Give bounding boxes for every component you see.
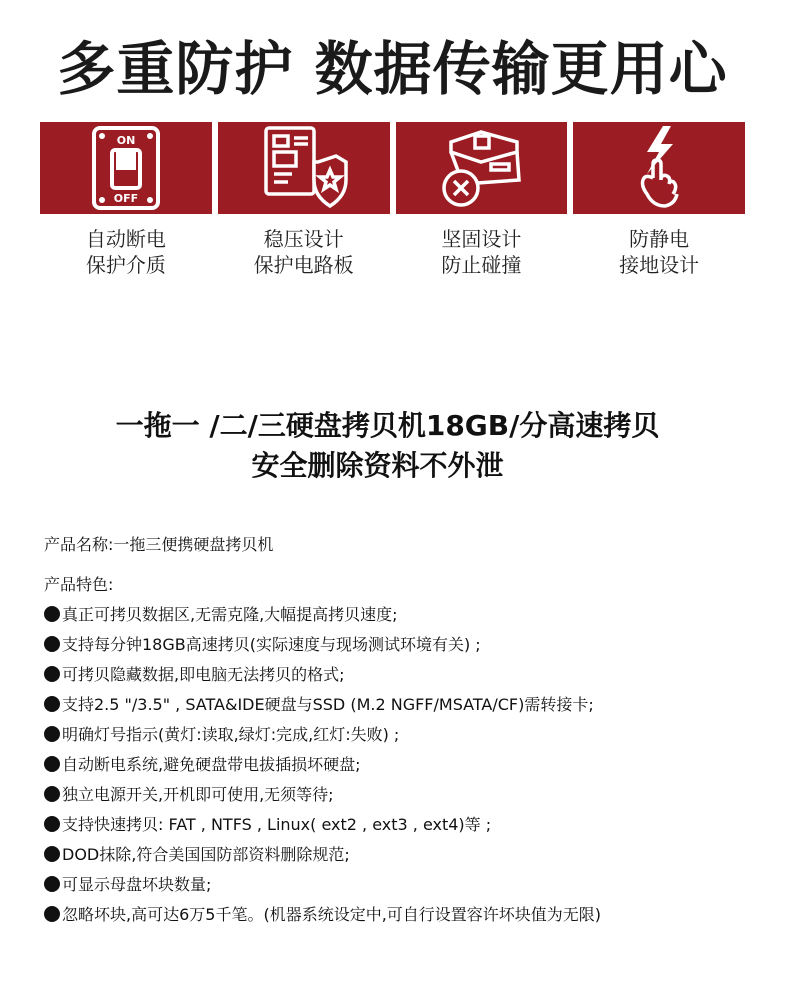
headline-line1: 一拖一 /二/三硬盘拷贝机18GB/分高速拷贝 (115, 409, 660, 442)
feature-label-line1: 坚固设计 (441, 227, 522, 251)
feature-tile (573, 122, 745, 214)
feature-label (254, 226, 354, 278)
list-item: 独立电源开关,开机即可使用,无须等待; (44, 783, 764, 813)
list-item: DOD抹除,符合美国国防部资料删除规范; (44, 843, 764, 873)
feature-tile (396, 122, 568, 214)
switch-off-text: OFF (113, 192, 139, 205)
bullet-icon (44, 666, 60, 682)
feature-tile (40, 122, 212, 214)
list-item: 真正可拷贝数据区,无需克隆,大幅提高拷贝速度; (44, 603, 764, 633)
feature-label-line1: 稳压设计 (263, 227, 344, 251)
features-heading: 产品特色: (44, 575, 114, 594)
bullet-icon (44, 846, 60, 862)
bullet-icon (44, 786, 60, 802)
bullet-icon (44, 906, 60, 922)
headline-line2: 安全删除资料不外泄 (251, 449, 504, 482)
crushed-box-icon (435, 122, 527, 214)
feature-card-voltage-regulation (218, 122, 390, 277)
product-name: 产品名称:一拖三便携硬盘拷贝机 (44, 535, 274, 554)
list-item: 忽略坏块,高可达6万5千笔。(机器系统设定中,可自行设置容许坏块值为无限) (44, 903, 764, 933)
feature-list (44, 603, 764, 933)
feature-label-line2: 防止碰撞 (441, 253, 522, 277)
bullet-icon (44, 726, 60, 742)
bullet-icon (44, 756, 60, 772)
feature-label-line1: 自动断电 (85, 227, 166, 251)
list-item: 可拷贝隐藏数据,即电脑无法拷贝的格式; (44, 663, 764, 693)
list-item: 可显示母盘坏块数量; (44, 873, 764, 903)
circuit-shield-icon (258, 122, 350, 214)
feature-label-line1: 防静电 (629, 227, 690, 251)
feature-label-line2: 接地设计 (619, 253, 700, 277)
switch-on-text: ON (116, 134, 136, 147)
hero-title: 多重防护 数据传输更用心 (57, 35, 728, 103)
list-item: 支持每分钟18GB高速拷贝(实际速度与现场测试环境有关) ; (44, 633, 764, 663)
bullet-icon (44, 876, 60, 892)
feature-label (86, 226, 166, 278)
feature-label-line2: 保护介质 (85, 253, 166, 277)
feature-card-auto-power-off (40, 122, 212, 277)
feature-label-line2: 保护电路板 (253, 253, 354, 277)
product-specs (44, 533, 764, 933)
bullet-icon (44, 606, 60, 622)
list-item: 明确灯号指示(黄灯:读取,绿灯:完成,红灯:失败) ; (44, 723, 764, 753)
lightning-hand-icon (613, 122, 705, 214)
feature-card-sturdy-design (396, 122, 568, 277)
power-switch-icon (80, 122, 172, 214)
product-headline (0, 406, 785, 486)
list-item: 支持快速拷贝: FAT , NTFS , Linux( ext2 , ext3 , ext4)等 ; (44, 813, 764, 843)
bullet-icon (44, 816, 60, 832)
feature-label (441, 226, 521, 278)
feature-tile (218, 122, 390, 214)
bullet-icon (44, 696, 60, 712)
feature-icons-row (40, 122, 745, 277)
list-item: 自动断电系统,避免硬盘带电拔插损坏硬盘; (44, 753, 764, 783)
bullet-icon (44, 636, 60, 652)
feature-card-anti-static (573, 122, 745, 277)
feature-label (619, 226, 699, 278)
list-item: 支持2.5 "/3.5" , SATA&IDE硬盘与SSD (M.2 NGFF/MSATA/CF)需转接卡; (44, 693, 764, 723)
